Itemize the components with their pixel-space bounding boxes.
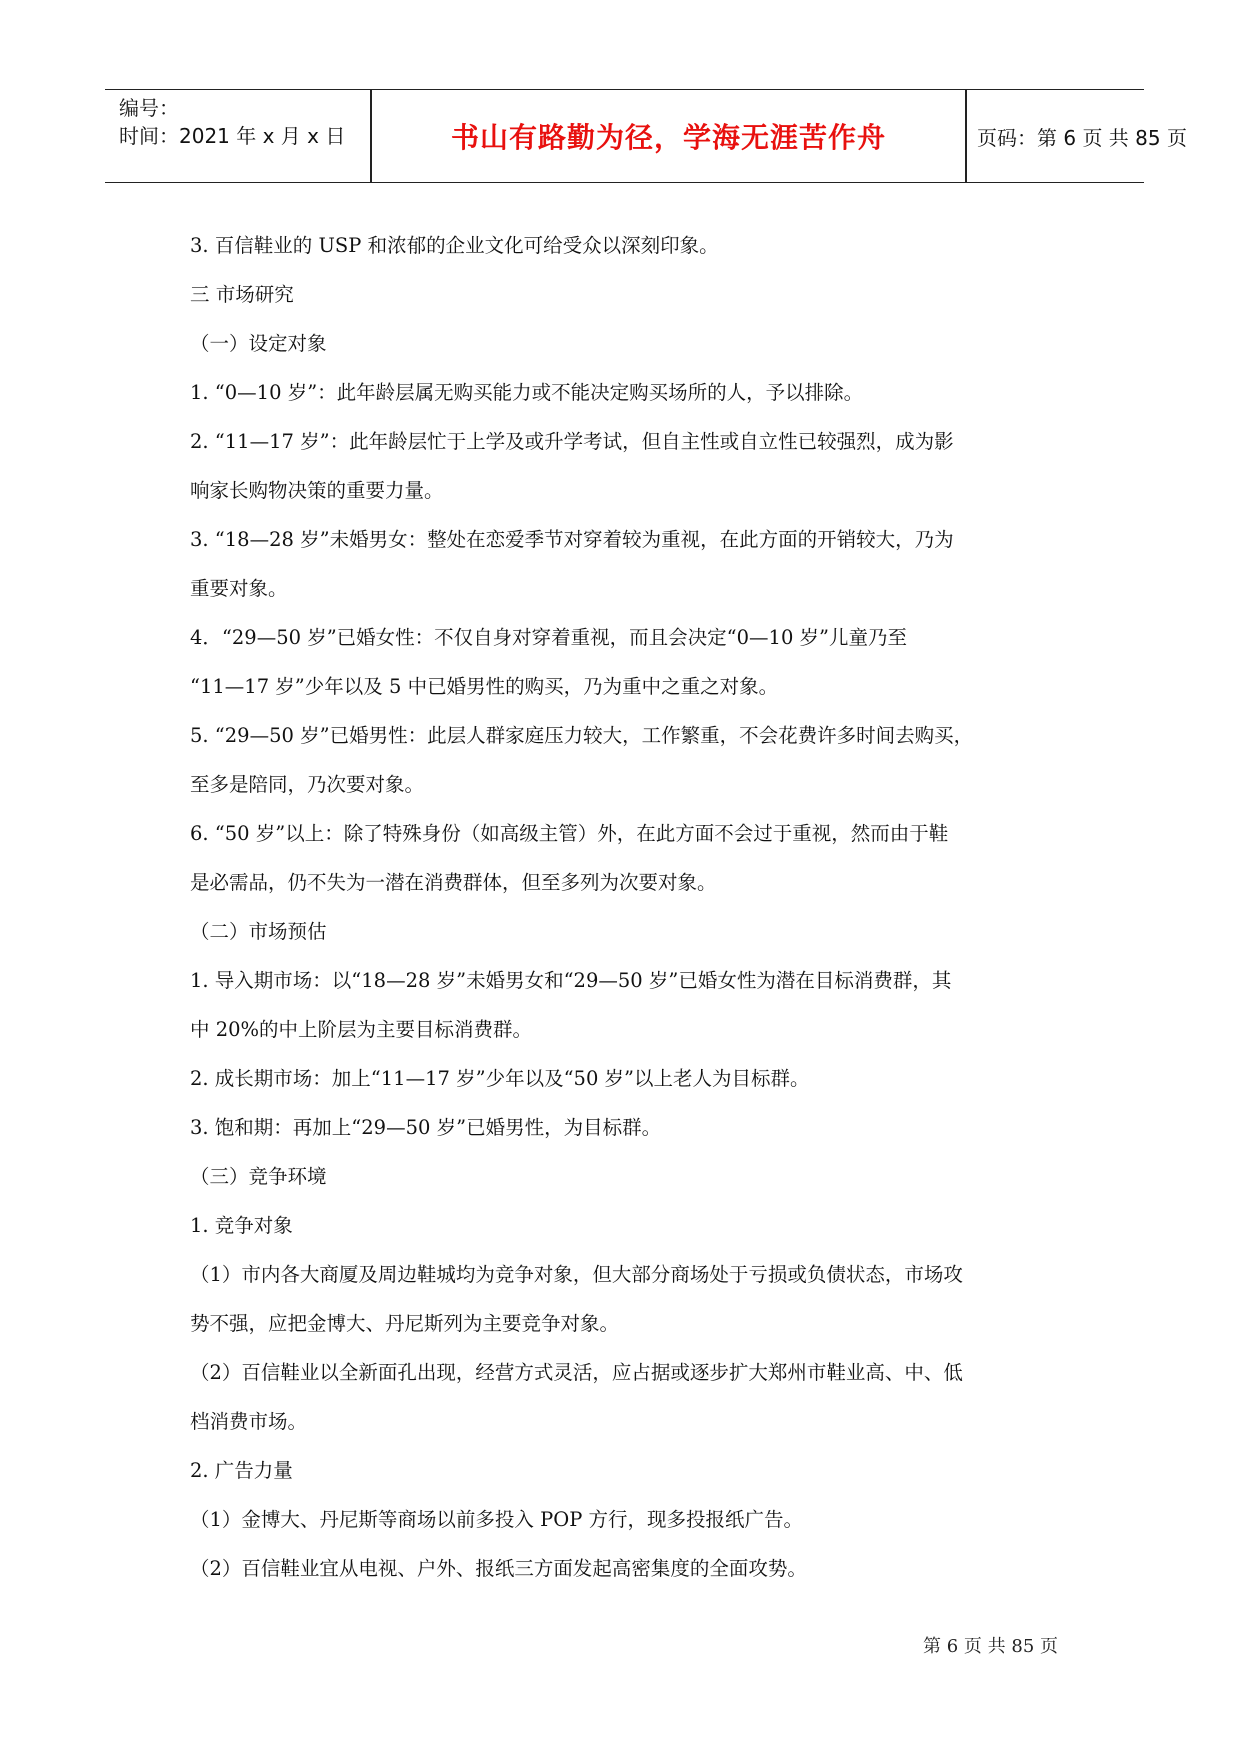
body-line: （2）百信鞋业以全新面孔出现，经营方式灵活，应占据或逐步扩大郑州市鞋业高、中、低 [190,1361,963,1384]
header-meta [119,94,359,150]
document-time-label: 时间：2021 年 x 月 x 日 [119,124,346,148]
body-line: 3. 饱和期：再加上“29—50 岁”已婚男性，为目标群。 [190,1116,662,1139]
body-line: （1）市内各大商厦及周边鞋城均为竞争对象，但大部分商场处于亏损或负债状态，市场攻 [190,1263,963,1286]
body-line: 3. “18—28 岁”未婚男女：整处在恋爱季节对穿着较为重视，在此方面的开销较大，乃为 [190,528,954,551]
page-footer: 第 6 页 共 85 页 [923,1636,1058,1657]
body-line: 中 20%的中上阶层为主要目标消费群。 [190,1018,533,1041]
header-motto: 书山有路勤为径，学海无涯苦作舟 [450,121,886,154]
body-line: 3. 百信鞋业的 USP 和浓郁的企业文化可给受众以深刻印象。 [190,234,719,257]
body-line: “11—17 岁”少年以及 5 中已婚男性的购买，乃为重中之重之对象。 [190,675,779,698]
body-line: （1）金博大、丹尼斯等商场以前多投入 POP 方行，现多投报纸广告。 [190,1508,804,1531]
body-line: 档消费市场。 [190,1410,308,1433]
document-number-label: 编号： [119,96,179,120]
body-line: 2. 成长期市场：加上“11—17 岁”少年以及“50 岁”以上老人为目标群。 [190,1067,810,1090]
page-header [105,89,1187,183]
body-line: 是必需品，仍不失为一潜在消费群体，但至多列为次要对象。 [190,871,717,894]
body-line: 势不强，应把金博大、丹尼斯列为主要竞争对象。 [190,1312,620,1335]
body-line: 1. 导入期市场：以“18—28 岁”未婚男女和“29—50 岁”已婚女性为潜在目标消费群，其 [190,969,952,992]
body-line: 重要对象。 [190,577,288,600]
subsection-heading: （二）市场预估 [190,920,327,943]
body-line: 1. “0—10 岁”：此年龄层属无购买能力或不能决定购买场所的人，予以排除。 [190,381,864,404]
header-divider [965,90,967,182]
body-line: （2）百信鞋业宜从电视、户外、报纸三方面发起高密集度的全面攻势。 [190,1557,807,1580]
body-line: 5. “29—50 岁”已婚男性：此层人群家庭压力较大，工作繁重，不会花费许多时间去购买， [190,724,974,747]
subsection-heading: （一）设定对象 [190,332,327,355]
body-line: 1. 竞争对象 [190,1214,293,1237]
header-page-info: 页码：第 6 页 共 85 页 [977,125,1187,150]
body-line: 6. “50 岁”以上：除了特殊身份（如高级主管）外，在此方面不会过于重视，然而由于鞋 [190,822,949,845]
body-line: 至多是陪同，乃次要对象。 [190,773,425,796]
body-line: 响家长购物决策的重要力量。 [190,479,444,502]
section-heading: 三 市场研究 [190,283,294,306]
document-body [190,221,1070,1593]
body-line: 2. 广告力量 [190,1459,293,1482]
subsection-heading: （三）竞争环境 [190,1165,327,1188]
body-line: 4．“29—50 岁”已婚女性：不仅自身对穿着重视，而且会决定“0—10 岁”儿童乃至 [190,626,908,649]
body-line: 2. “11—17 岁”：此年龄层忙于上学及或升学考试，但自主性或自立性已较强烈，成为影 [190,430,954,453]
